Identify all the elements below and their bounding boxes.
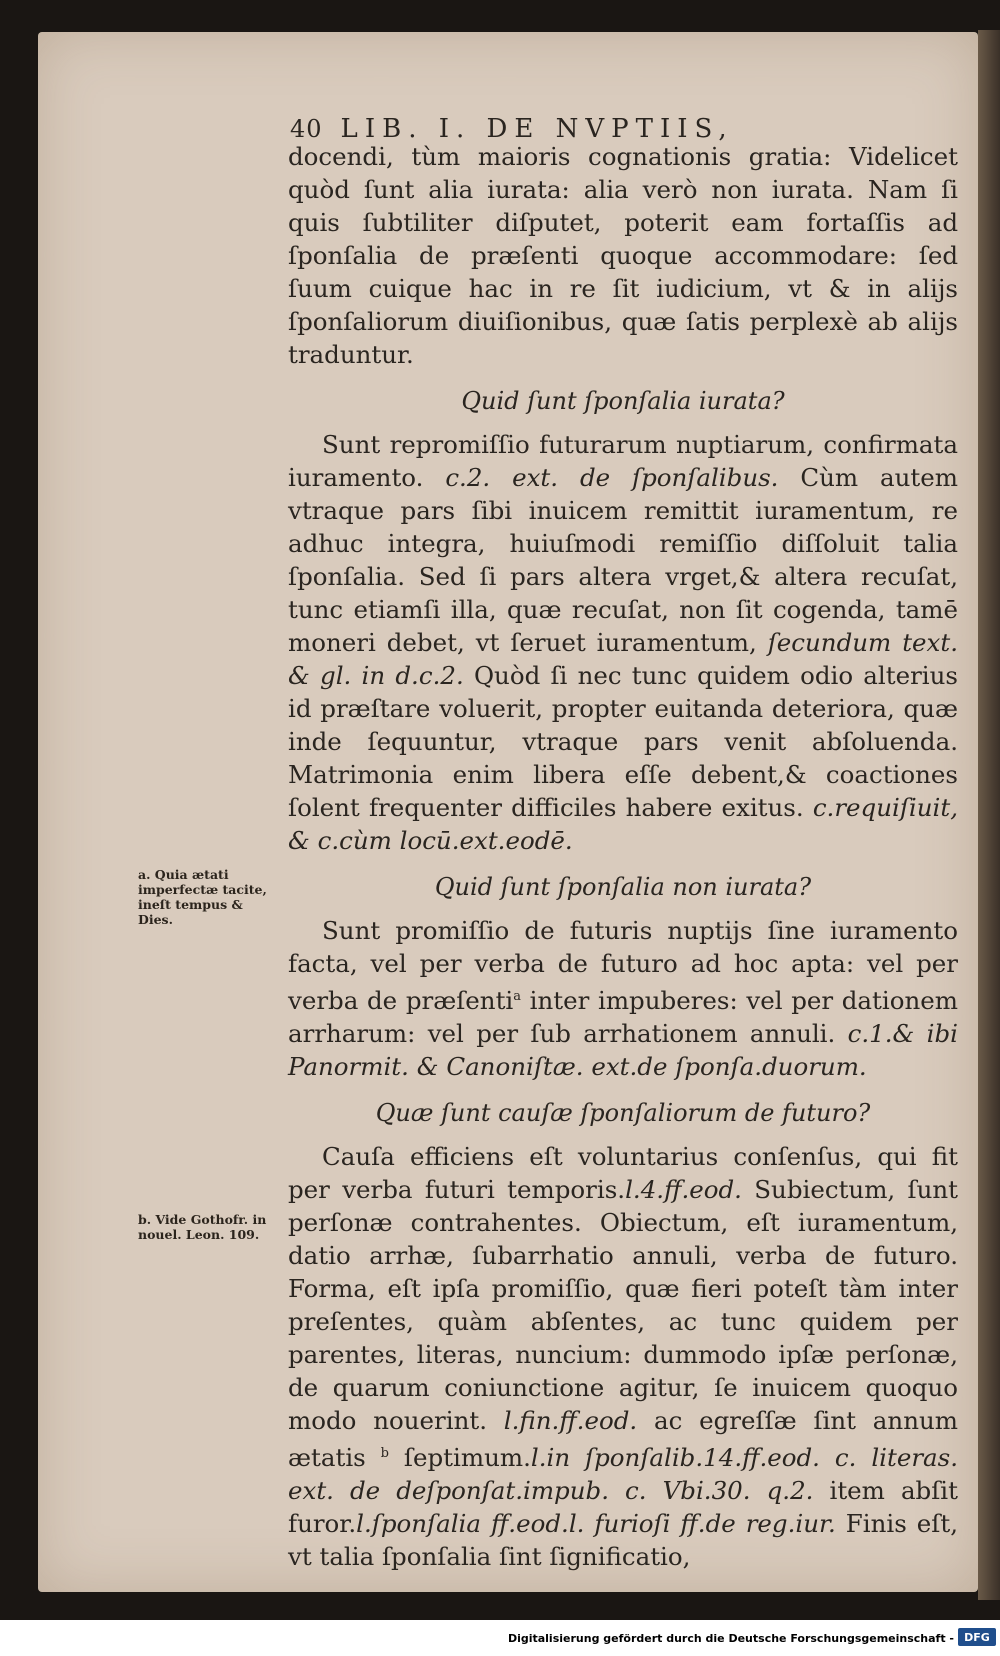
book-page (38, 32, 978, 1592)
citation: ſecundum text. & gl. in d.c.2. (288, 628, 958, 690)
paragraph-intro: docendi, tùm maioris cognationis gratia: Videlicet quòd ſunt alia iurata: alia verò non iurata. Nam ſi quis ſubtiliter diſputet, poterit eam fortaſſis ad ſponſalia de præſenti quoque accommodare: ſed ſuum cuique hac in re ſit iudicium, vt & in alijs ſponſaliorum diuiſionibus, quæ ſatis perplexè ab alijs traduntur. (288, 142, 958, 369)
footnote-marker-a: a (513, 989, 522, 1004)
citation: c.1.& ibi Panormit. & Canoniſtæ. ext.de ſponſa.duorum. (288, 1019, 958, 1082)
question-heading-1: Quid ſunt ſponſalia iurata? (461, 387, 785, 415)
text-span: Finis eſt, vt talia ſponſalia ſint ſignificatio, (288, 1509, 958, 1572)
citation: c.requiſiuit, & c.cùm locū.ext.eodē. (288, 793, 958, 855)
text-span: Subiectum, ſunt perſonæ contrahentes. Obiectum, eſt iuramentum, datio arrhæ, ſubarrhatio annuli, verba de futuro. Forma, eſt ipſa promiſſio, quæ fieri poteſt tàm inter preſentes, quàm abſentes, ac tunc quidem per parentes, literas, nuncium: dummodo ipſæ perſonæ, de quarum coniunctione agitur, ſe inuicem quoquo modo nouerint. (288, 1175, 958, 1436)
footer-credit: Digitalisierung gefördert durch die Deutsche Forschungsgemeinschaft - (507, 1632, 954, 1645)
footnote-marker-b: b (380, 1446, 389, 1462)
paragraph-non-iurata (288, 914, 958, 1083)
main-text (288, 140, 958, 1573)
text-span: inter impuberes: vel per dationem arrharum: vel per ſub arrhationem annuli. (288, 986, 958, 1049)
book-spine (978, 30, 1000, 1600)
text-span: item abſit furor. (288, 1476, 958, 1539)
citation: l.ſponſalia ff.eod.l. furioſi ff.de reg.iur. (356, 1509, 836, 1539)
paragraph-causae (288, 1140, 958, 1573)
text-span: Cùm autem vtraque pars ſibi inuicem remittit iuramentum, re adhuc integra, huiuſmodi remiſſio diſſoluit talia ſponſalia. Sed ſi pars altera vrget,& altera recuſat, tunc etiamſi illa, quæ recuſat, non ſit cogenda, tamē moneri debet, vt ſeruet iuramentum, (288, 463, 958, 657)
text-span: Sunt promiſſio de futuris nuptijs ſine iuramento facta, vel per verba de futuro ad hoc apta: vel per verba de præſenti (288, 916, 958, 1016)
citation: l.fin.ff.eod. (503, 1406, 638, 1436)
margin-note-a: a. Quia ætati imperfectæ tacite, ineſt tempus & Dies. (138, 867, 267, 927)
dfg-logo-icon: DFG (958, 1628, 996, 1646)
text-span: Sunt repromiſſio futurarum nuptiarum, confirmata iuramento. (288, 430, 958, 492)
question-heading-3: Quæ ſunt cauſæ ſponſaliorum de futuro? (375, 1099, 871, 1128)
citation: c.2. ext. de ſponſalibus. (445, 463, 779, 492)
text-span: ac egreſſæ ſint annum ætatis (288, 1406, 958, 1473)
margin-note-b: b. Vide Gothofr. in nouel. Leon. 109. (138, 1212, 267, 1242)
text-span: ſeptimum. (389, 1443, 531, 1473)
page-number: 40 (290, 115, 323, 143)
footer-bar (0, 1620, 1000, 1656)
citation: l.4.ff.eod. (625, 1175, 742, 1205)
text-span: Cauſa efficiens eſt voluntarius conſenſus, qui fit per verba futuri temporis. (288, 1142, 958, 1205)
page-content (38, 32, 978, 1592)
text-span: Quòd ſi nec tunc quidem odio alterius id præſtare voluerit, propter euitanda deteriora, quæ inde ſequuntur, vtraque pars venit abſoluenda. Matrimonia enim libera eſſe debent,& coactiones ſolent frequenter difficiles habere exitus. (288, 661, 958, 822)
citation: l.in ſponſalib.14.ff.eod. c. literas. ext. de deſponſat.impub. c. Vbi.30. q.2. (288, 1443, 959, 1506)
question-heading-2: Quid ſunt ſponſalia non iurata? (434, 873, 812, 901)
running-title: LIB. I. DE NVPTIIS, (340, 114, 734, 144)
paragraph-iurata (288, 428, 958, 857)
